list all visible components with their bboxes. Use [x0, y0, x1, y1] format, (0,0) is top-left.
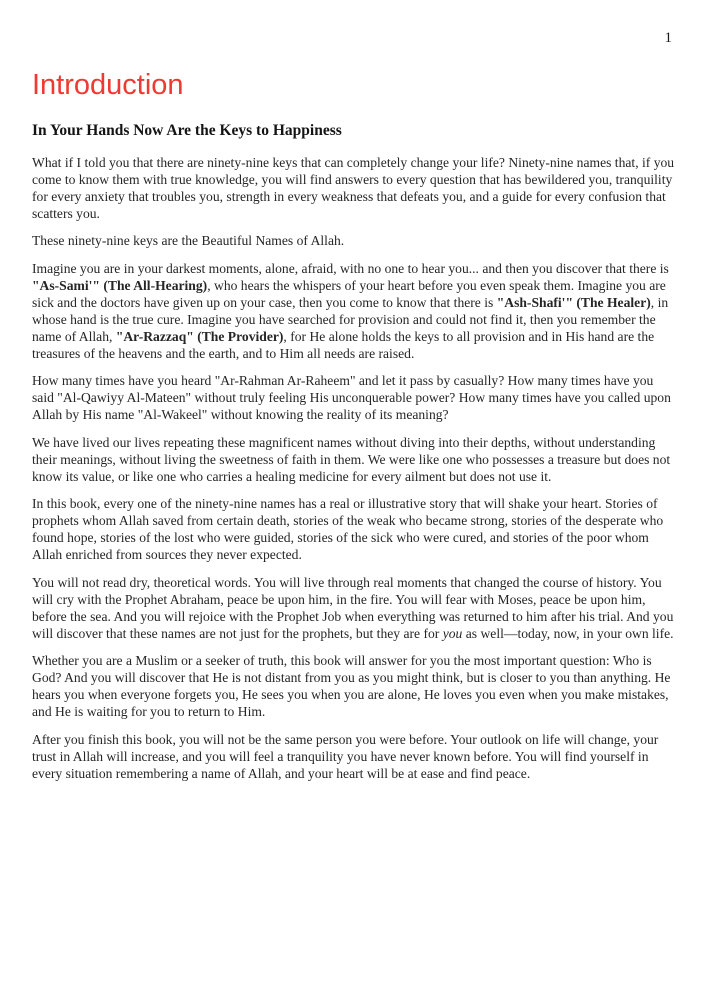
text-run: as well—today, now, in your own life.	[462, 625, 674, 641]
text-run: , in whose hand is the true cure. Imagine you have searched for provision and could not find it, then you remember the name of Allah,	[32, 294, 669, 344]
paragraph	[32, 653, 678, 721]
paragraph	[32, 155, 678, 223]
text-run: After you finish this book, you will not be the same person you were before. Your outlook on life will change, your trust in Allah will increase, and you will feel a tranquility you have never known before. You will find yourself in every situation remembering a name of Allah, and your heart will be at ease and find peace.	[32, 731, 659, 781]
text-run: you	[442, 625, 463, 641]
text-run: You will not read dry, theoretical words. You will live through real moments that changed the course of history. You will cry with the Prophet Abraham, peace be upon him, in the fire. You will fear with Moses, peace be upon him, before the sea. And you will rejoice with the Prophet Job when everything was returned to him after his trial. And you will discover that these names are not just for the prophets, but they are for	[32, 574, 674, 641]
text-run: "Ar-Razzaq" (The Provider)	[115, 328, 284, 344]
text-run: "Ash-Shafi'" (The Healer)	[496, 294, 651, 310]
paragraph	[32, 732, 678, 783]
paragraph	[32, 373, 678, 424]
text-run: These ninety-nine keys are the Beautiful Names of Allah.	[32, 233, 345, 249]
paragraph	[32, 496, 678, 564]
paragraph	[32, 575, 678, 643]
page-title: Introduction	[32, 69, 184, 101]
text-run: , for He alone holds the keys to all provision and in His hand are the treasures of the heavens and the earth, and to Him all needs are raised.	[32, 328, 655, 361]
paragraph	[32, 435, 678, 486]
text-run: We have lived our lives repeating these magnificent names without diving into their depths, without understanding their meanings, without living the sweetness of faith in them. We were like one who possesses a treasure but does not know its value, or like one who carries a healing medicine for every ailment but does not use it.	[32, 434, 671, 484]
text-run: In this book, every one of the ninety-nine names has a real or illustrative story that will shake your heart. Stories of prophets whom Allah saved from certain death, stories of the weak who became strong, stories of the desperate who found hope, stories of the lost who were guided, stories of the sick who were cured, and stories of the poor whom Allah enriched from sources they never expected.	[32, 496, 664, 563]
text-run: Imagine you are in your darkest moments, alone, afraid, with no one to hear you... and then you discover that there is	[32, 260, 669, 276]
text-run: How many times have you heard "Ar-Rahman Ar-Raheem" and let it pass by casually? How many times have you said "Al-Qawiyy Al-Mateen" without truly feeling His unconquerable power? How many times have you called upon Allah by His name "Al-Wakeel" without knowing the reality of its meaning?	[32, 373, 671, 423]
text-run: Whether you are a Muslim or a seeker of truth, this book will answer for you the most important question: Who is God? And you will discover that He is not distant from you as you might think, but is closer to you than anything. He hears you when everyone forgets you, He sees you when you are alone, He loves you even when you make mistakes, and He is waiting for you to return to Him.	[32, 653, 671, 720]
body-text	[32, 155, 678, 783]
text-run: , who hears the whispers of your heart before you even speak them. Imagine you are sick and the doctors have given up on your case, then you come to know that there is	[32, 277, 666, 310]
text-run: "As-Sami'" (The All-Hearing)	[32, 277, 208, 293]
text-run: What if I told you that there are ninety-nine keys that can completely change your life? Ninety-nine names that, if you come to know them with true knowledge, you will find answers to every question that has bewildered you, tranquility for every anxiety that troubles you, strength in every weakness that defeats you, and a guide for every confusion that scatters you.	[32, 155, 675, 221]
paragraph	[32, 233, 678, 250]
section-heading: In Your Hands Now Are the Keys to Happiness	[32, 122, 342, 139]
page-number: 1	[664, 30, 672, 46]
paragraph	[32, 261, 678, 363]
